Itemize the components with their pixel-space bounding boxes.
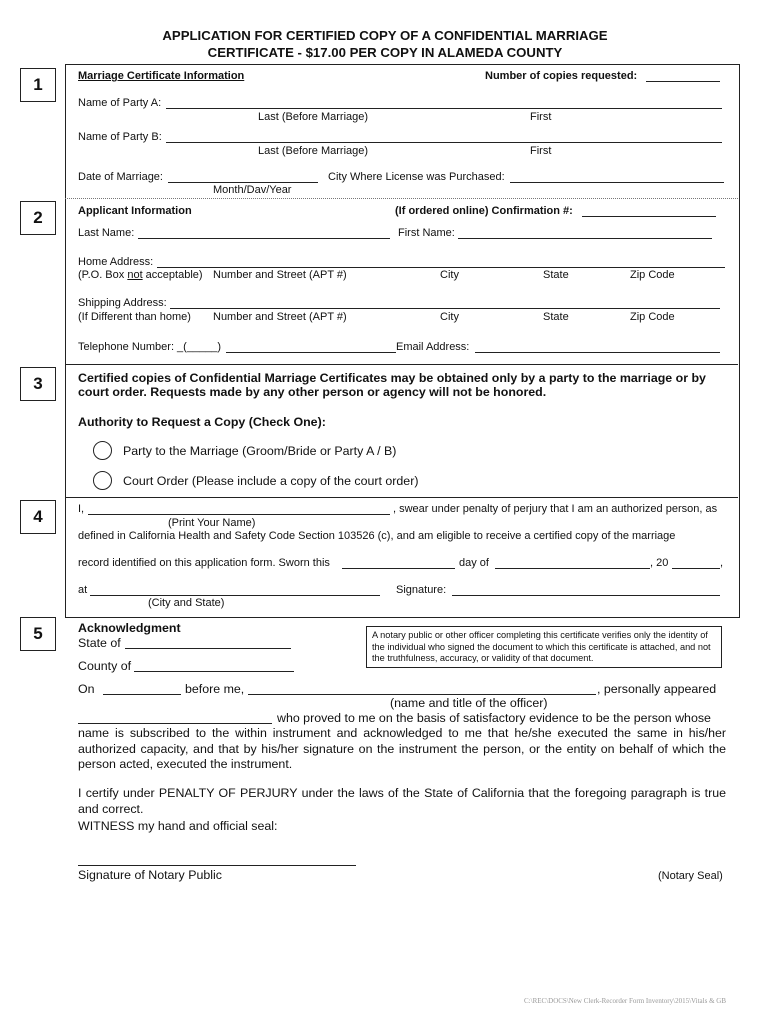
party-b-label: Name of Party B: [78,131,162,143]
city-state-caption: (City and State) [148,597,225,609]
signature-label: Signature: [396,584,447,596]
date-caption: Month/Dav/Year [213,184,292,196]
on-date-field[interactable] [103,694,181,695]
party-to-marriage-radio[interactable] [93,441,112,460]
last-name-field[interactable] [138,238,390,239]
city-state-field[interactable] [90,595,380,596]
at-label: at [78,584,88,596]
first-name-field[interactable] [458,238,712,239]
section-1-heading: Marriage Certificate Information [78,70,245,82]
i-label: I, [78,503,85,515]
year-prefix: , 20 [650,557,669,569]
shipping-address-field[interactable] [170,308,720,309]
swear-text: , swear under penalty of perjury that I am an authorized person, as [393,503,718,515]
section-4-number: 4 [20,500,56,534]
footer-path: C:\REC\DOCS\New Clerk-Recorder Form Inventory\2015\Vitals & GB [524,997,726,1005]
confirmation-label: (If ordered online) Confirmation #: [395,205,573,217]
home-address-label: Home Address: [78,256,154,268]
certify-paragraph: I certify under PENALTY OF PERJURY under the laws of the State of California that the foregoing paragraph is true and correct. [78,786,726,816]
notice-line-2: court order. Requests made by any other person or agency will not be honored. [78,385,547,399]
signer-name-field[interactable] [78,723,272,724]
section-5-number: 5 [20,617,56,651]
telephone-label: Telephone Number: _(_____) [78,341,222,353]
sworn-year-field[interactable] [672,568,720,569]
city-license-field[interactable] [510,182,724,183]
home-address-field[interactable] [157,267,725,268]
print-name-caption: (Print Your Name) [168,517,256,529]
acknowledgment-heading: Acknowledgment [78,621,181,635]
form-title-line2: CERTIFICATE - $17.00 PER COPY IN ALAMEDA COUNTY [207,45,563,60]
officer-name-field[interactable] [248,694,596,695]
defined-text: defined in California Health and Safety Code Section 103526 (c), and am eligible to receive a certified copy of the marriage [78,530,676,542]
notary-seal-label: (Notary Seal) [658,870,723,882]
confirmation-field[interactable] [582,216,716,217]
last-name-label: Last Name: [78,227,135,239]
record-text: record identified on this application form. Sworn this [78,557,330,569]
form-title-line1: APPLICATION FOR CERTIFIED COPY OF A CONFIDENTIAL MARRIAGE [162,28,608,43]
shipping-zip-caption: Zip Code [630,311,675,323]
court-order-radio[interactable] [93,471,112,490]
email-field[interactable] [475,352,720,353]
before-me-label: before me, [185,682,245,696]
county-of-label: County of [78,659,132,673]
home-city-caption: City [440,269,459,281]
on-label: On [78,682,95,696]
first-name-label: First Name: [398,227,455,239]
officer-caption: (name and title of the officer) [390,696,548,710]
state-of-field[interactable] [125,648,291,649]
po-box-caption: (P.O. Box not acceptable) [78,269,203,281]
copies-label: Number of copies requested: [485,70,638,82]
witness-text: WITNESS my hand and official seal: [78,819,278,833]
section-divider [65,364,738,365]
notary-signature-field[interactable] [78,865,356,866]
signature-field[interactable] [452,595,720,596]
state-of-label: State of [78,636,121,650]
shipping-address-label: Shipping Address: [78,297,167,309]
home-state-caption: State [543,269,569,281]
city-license-label: City Where License was Purchased: [328,171,505,183]
section-1-number: 1 [20,68,56,102]
who-proved-text: who proved to me on the basis of satisfactory evidence to be the person whose [277,711,711,725]
notice-line-1: Certified copies of Confidential Marriage Certificates may be obtained only by a party to the marriage or by [78,371,706,385]
acknowledgment-paragraph: name is subscribed to the within instrument and acknowledged to me that he/she executed the same in his/her authorized capacity, and that by his/her signature on the instrument the person, or the entity on behalf of which the person acted, executed the instrument. [78,726,726,771]
party-b-last-caption: Last (Before Marriage) [258,145,369,157]
email-label: Email Address: [396,341,470,353]
section-2-heading: Applicant Information [78,205,192,217]
day-of-label: day of [459,557,489,569]
copies-field[interactable] [646,81,720,82]
section-divider [65,198,738,199]
different-caption: (If Different than home) [78,311,191,323]
date-of-marriage-field[interactable] [168,182,318,183]
print-name-field[interactable] [88,514,390,515]
party-a-field[interactable] [166,108,722,109]
telephone-field[interactable] [226,352,396,353]
county-of-field[interactable] [134,671,294,672]
party-b-first-caption: First [530,145,552,157]
sworn-day-field[interactable] [342,568,455,569]
authority-heading: Authority to Request a Copy (Check One): [78,415,326,429]
party-b-field[interactable] [166,142,722,143]
party-a-label: Name of Party A: [78,97,162,109]
personally-appeared-label: , personally appeared [597,682,717,696]
party-a-last-caption: Last (Before Marriage) [258,111,369,123]
shipping-street-caption: Number and Street (APT #) [213,311,347,323]
home-zip-caption: Zip Code [630,269,675,281]
option-party-label: Party to the Marriage (Groom/Bride or Party A / B) [123,444,397,458]
sworn-month-field[interactable] [495,568,650,569]
home-street-caption: Number and Street (APT #) [213,269,347,281]
date-of-marriage-label: Date of Marriage: [78,171,163,183]
section-2-number: 2 [20,201,56,235]
notary-signature-label: Signature of Notary Public [78,868,222,882]
party-a-first-caption: First [530,111,552,123]
year-comma: , [720,557,724,569]
shipping-state-caption: State [543,311,569,323]
notary-note: A notary public or other officer completing this certificate verifies only the identity of the individual who signed the document to which this certificate is attached, and not the truthfulness, accuracy, or validity of that document. [372,630,711,663]
section-divider [65,497,738,498]
shipping-city-caption: City [440,311,459,323]
section-3-number: 3 [20,367,56,401]
option-court-label: Court Order (Please include a copy of the court order) [123,474,419,488]
